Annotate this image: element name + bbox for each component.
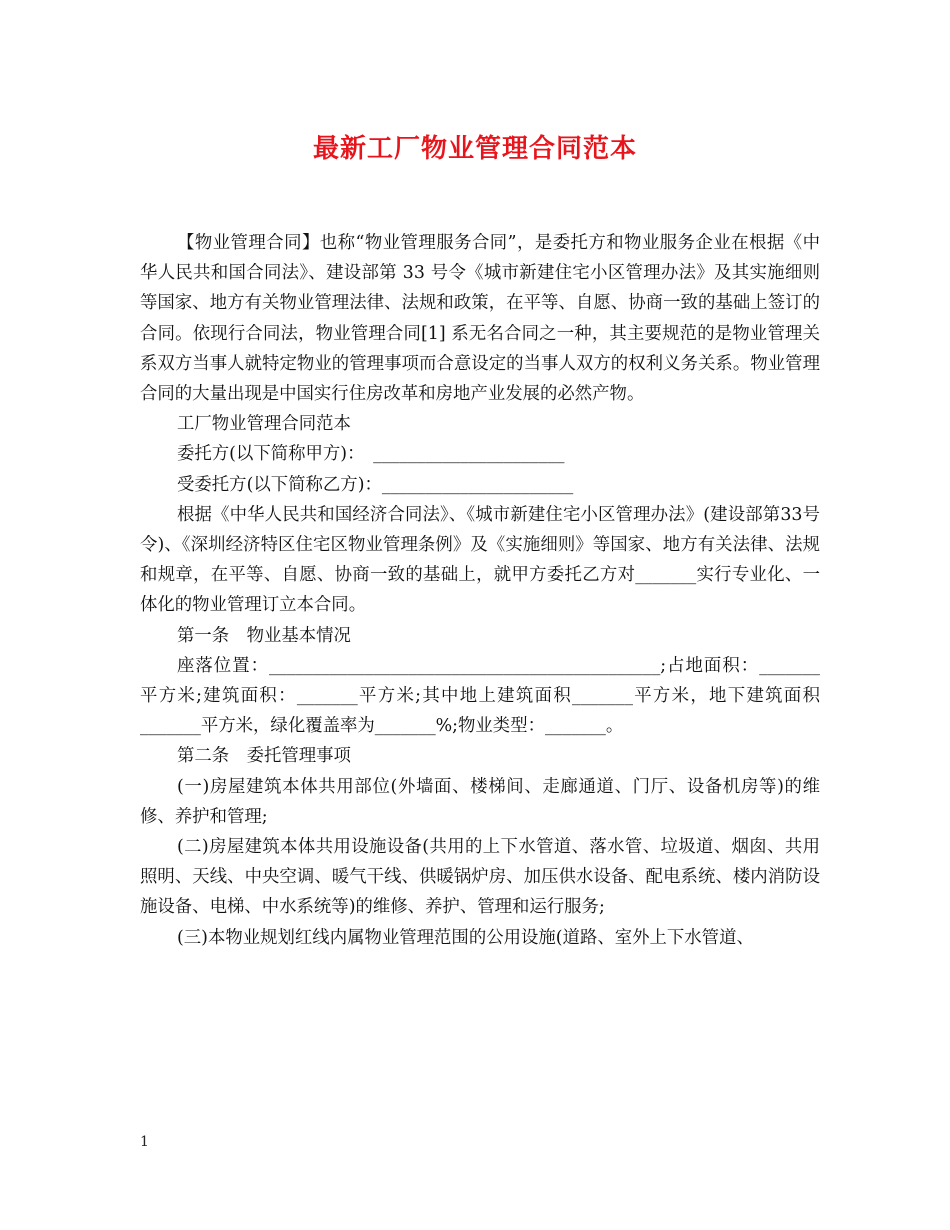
paragraph-article-1-details: 座落位置：_____________________________________________;占地面积：_______平方米;建筑面积：_______平方米;其中地上建筑面积_______平方米，地下建筑面积_______平方米，绿化覆盖率为_______%;物业类型：_______。 xyxy=(140,655,820,737)
paragraph-article-2-heading: 第二条 委托管理事项 xyxy=(177,746,351,767)
paragraph-contract-title: 工厂物业管理合同范本 xyxy=(177,414,351,435)
paragraph-article-1-heading: 第一条 物业基本情况 xyxy=(177,625,351,646)
paragraph-party-b: 受委托方(以下简称乙方)：______________________ xyxy=(177,474,574,495)
paragraph-item-1: (一)房屋建筑本体共用部位(外墙面、楼梯间、走廊通道、门厅、设备机房等)的维修、养护和管理; xyxy=(140,776,820,827)
paragraph-party-a: 委托方(以下简称甲方)： ______________________ xyxy=(177,444,565,465)
paragraph-item-2: (二)房屋建筑本体共用设施设备(共用的上下水管道、落水管、垃圾道、烟囱、共用照明、天线、中央空调、暖气干线、供暖锅炉房、加压供水设备、配电系统、楼内消防设施设备、电梯、中水系统等)的维修、养护、管理和运行服务; xyxy=(140,837,820,918)
document-body xyxy=(140,228,820,953)
paragraph-basis: 根据《中华人民共和国经济合同法》、《城市新建住宅小区管理办法》(建设部第33号令)、《深圳经济特区住宅区物业管理条例》及《实施细则》等国家、地方有关法律、法规和规章，在平等、自愿、协商一致的基础上，就甲方委托乙方对_______实行专业化、一体化的物业管理订立本合同。 xyxy=(140,504,820,616)
paragraph-item-3: (三)本物业规划红线内属物业管理范围的公用设施(道路、室外上下水管道、 xyxy=(177,927,754,948)
paragraph-intro: 【物业管理合同】也称“物业管理服务合同”，是委托方和物业服务企业在根据《中华人民共和国合同法》、建设部第 33 号令《城市新建住宅小区管理办法》及其实施细则等国家、地方有关物业管理法律、法规和政策，在平等、自愿、协商一致的基础上签订的合同。依现行合同法，物业管理合同[1] 系无名合同之一种，其主要规范的是物业管理关系双方当事人就特定物业的管理事项而合意设定的当事人双方的权利义务关系。物业管理合同的大量出现是中国实行住房改革和房地产业发展的必然产物。 xyxy=(140,233,820,405)
page-number: 1 xyxy=(140,1134,149,1150)
document-title: 最新工厂物业管理合同范本 xyxy=(312,134,637,164)
